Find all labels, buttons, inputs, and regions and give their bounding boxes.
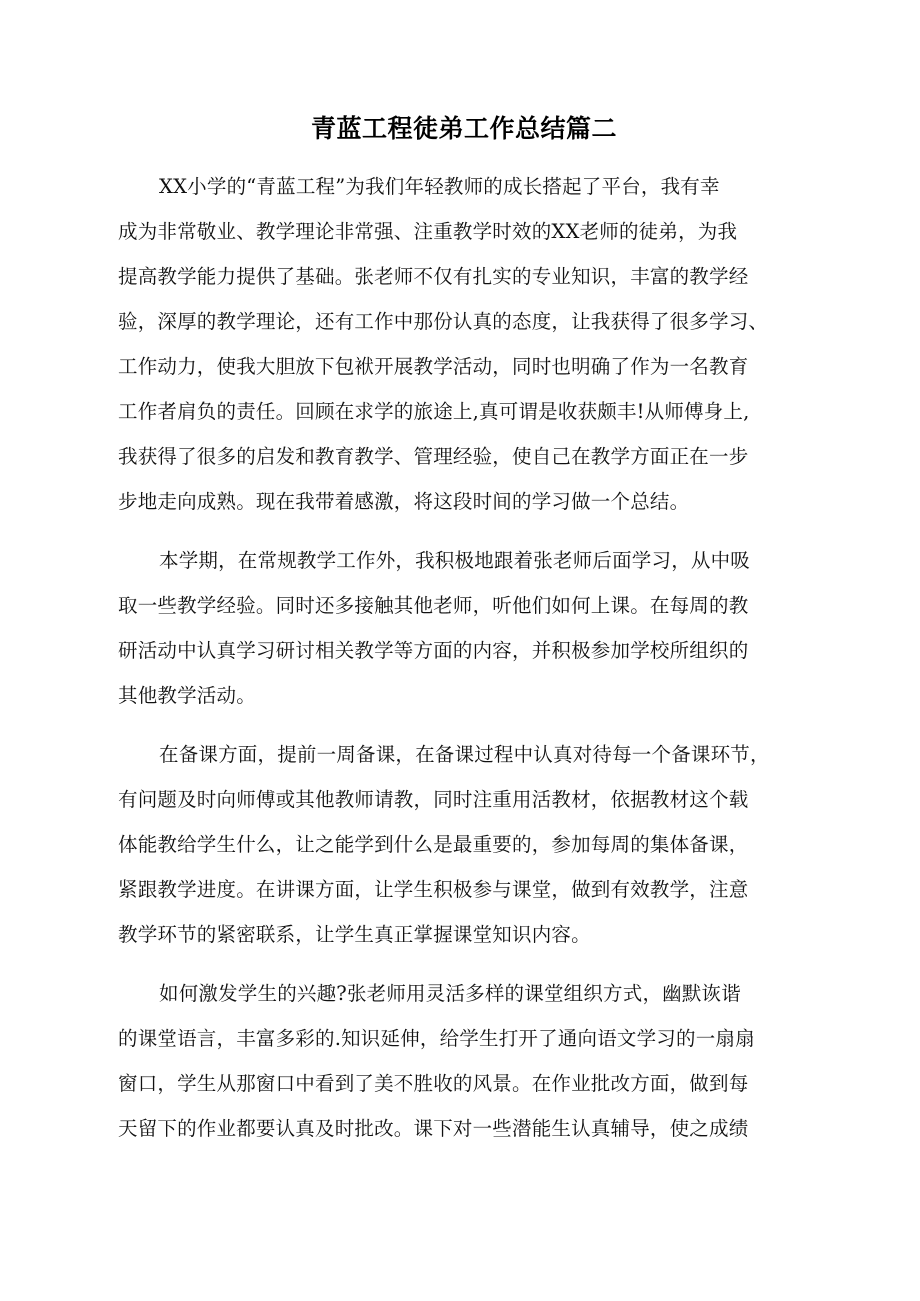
document-body bbox=[118, 0, 792, 1151]
page-title: 青蓝工程徒弟工作总结篇二 bbox=[311, 114, 618, 143]
paragraph-4-line-4: 天留下的作业都要认真及时批改。课下对一些潜能生认真辅导，使之成绩 bbox=[118, 1117, 749, 1140]
paragraph-2 bbox=[118, 538, 792, 718]
paragraph-3-line-5: 教学环节的紧密联系，让学生真正掌握课堂知识内容。 bbox=[118, 923, 591, 946]
paragraph-4-line-1: 如何激发学生的兴趣?张老师用灵活多样的课堂组织方式，幽默诙谐 bbox=[159, 982, 741, 1005]
paragraph-1-line-3: 提高教学能力提供了基础。张老师不仅有扎实的专业知识，丰富的教学经 bbox=[118, 265, 749, 288]
paragraph-1-line-4: 验，深厚的教学理论，还有工作中那份认真的态度，让我获得了很多学习、 bbox=[118, 310, 769, 333]
paragraph-4 bbox=[118, 971, 792, 1151]
paragraph-2-line-3: 研活动中认真学习研讨相关教学等方面的内容，并积极参加学校所组织的 bbox=[118, 639, 749, 662]
paragraph-2-line-4: 其他教学活动。 bbox=[118, 684, 256, 707]
paragraph-4-line-3: 窗口，学生从那窗口中看到了美不胜收的风景。在作业批改方面，做到每 bbox=[118, 1072, 749, 1095]
paragraph-1-line-6: 工作者肩负的责任。回顾在求学的旅途上,真可谓是收获颇丰!从师傅身上, bbox=[118, 400, 750, 423]
paragraph-3-line-2: 有问题及时向师傅或其他教师请教，同时注重用活教材，依据教材这个载 bbox=[118, 788, 749, 811]
paragraph-4-line-2: 的课堂语言，丰富多彩的.知识延伸，给学生打开了通向语文学习的一扇扇 bbox=[118, 1027, 755, 1050]
paragraph-3-line-1: 在备课方面，提前一周备课，在备课过程中认真对待每一个备课环节， bbox=[159, 743, 770, 766]
paragraph-1 bbox=[118, 164, 792, 524]
paragraph-1-line-7: 我获得了很多的启发和教育教学、管理经验，使自己在教学方面正在一步 bbox=[118, 445, 749, 468]
paragraph-3-line-3: 体能教给学生什么，让之能学到什么是最重要的，参加每周的集体备课， bbox=[118, 833, 749, 856]
paragraph-2-line-1: 本学期，在常规教学工作外，我积极地跟着张老师后面学习，从中吸 bbox=[159, 549, 751, 572]
paragraph-1-line-1: XX小学的“青蓝工程”为我们年轻教师的成长搭起了平台，我有幸 bbox=[159, 175, 720, 198]
paragraph-3-line-4: 紧跟教学进度。在讲课方面，让学生积极参与课堂，做到有效教学，注意 bbox=[118, 878, 749, 901]
paragraph-1-line-5: 工作动力，使我大胆放下包袱开展教学活动，同时也明确了作为一名教育 bbox=[118, 355, 749, 378]
paragraph-3 bbox=[118, 732, 792, 957]
paragraph-2-line-2: 取一些教学经验。同时还多接触其他老师，听他们如何上课。在每周的教 bbox=[118, 594, 749, 617]
paragraph-1-line-2: 成为非常敬业、教学理论非常强、注重教学时效的XX老师的徒弟，为我 bbox=[118, 220, 738, 243]
paragraph-1-line-8: 步地走向成熟。现在我带着感激，将这段时间的学习做一个总结。 bbox=[118, 490, 690, 513]
